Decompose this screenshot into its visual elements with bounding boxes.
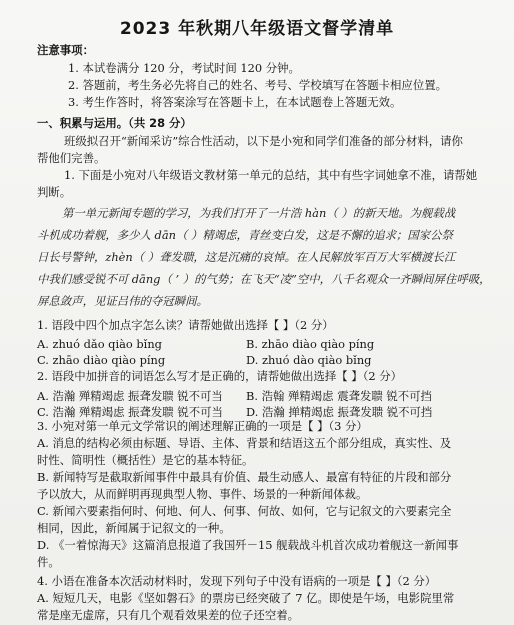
passage-line-1: 第一单元新闻专题的学习，为我们打开了一片浩 hàn（ ）的新天地。为舰载战	[62, 206, 456, 220]
q3-line-5: C. 新闻六要素指何时、何地、何人、何事、何故、如何，它与记叙文的六要素完全	[37, 504, 452, 518]
note-1: 1. 本试卷满分 120 分，考试时间 120 分钟。	[68, 61, 300, 75]
q2-option-a: A. 浩瀚 殚精竭虑 振聋发聩 锐不可当	[37, 389, 223, 403]
passage-line-4: 中我们感受锐不可 dāng（ ’ ）的气势；在飞天“凌”空中，八千名观众一齐瞬间屏住呼吸，	[37, 272, 491, 286]
note-3: 3. 考生作答时，将答案涂写在答题卡上，在本试题卷上答题无效。	[68, 95, 402, 109]
q3-line-8: 件。	[37, 555, 60, 569]
intro-line-2: 帮他们完善。	[37, 151, 106, 165]
passage-line-5: 屏息敛声，见证吕伟的夺冠瞬间。	[37, 294, 208, 308]
q4-line-1: A. 短短几天，电影《坚如磐石》的票房已经突破了 7 亿。即使是午场，电影院里常	[37, 591, 455, 605]
q1-stem: 1. 语段中四个加点字怎么读？请帮她做出选择【 】（2 分）	[37, 318, 334, 332]
q1-option-d: D. zhuó dào qiào bǐng	[246, 353, 372, 367]
notes-heading: 注意事项：	[37, 43, 94, 57]
q1-option-a: A. zhuó dǎo qiào bǐng	[37, 337, 162, 351]
q2-option-c: C. 浩瀚 殚精竭虑 振聋发聩 锐不可当	[37, 405, 223, 419]
q4-line-2: 常是座无虚席，只有几个观看效果差的位子还空着。	[37, 608, 299, 622]
q3-line-4: 予以放大，从而鲜明再现典型人物、事件、场景的一种新闻体裁。	[37, 487, 368, 501]
q2-option-b: B. 浩翰 殚精竭虑 震聋发聩 锐不可挡	[246, 389, 432, 403]
q3-line-7: D. 《一着惊海天》这篇消息报道了我国歼－15 舰载战斗机首次成功着舰这一新闻事	[37, 538, 459, 552]
question1-intro-2: 判断。	[37, 185, 72, 199]
q2-option-d: D. 浩瀚 掸精竭虑 振聋发聩 锐不可挡	[246, 405, 433, 419]
q1-option-b: B. zhāo diào qiào píng	[246, 337, 375, 351]
question1-intro-1: 1. 下面是小宛对八年级语文教材第一单元的总结，其中有些字词她拿不准，请帮她	[64, 168, 478, 182]
q2-stem: 2. 语段中加拼音的词语怎么写才是正确的，请帮她做出选择【 】（2 分）	[37, 369, 402, 383]
note-2: 2. 答题前，考生务必先将自己的姓名、考号、学校填写在答题卡相应位置。	[68, 78, 447, 92]
q4-stem: 4. 小语在准备本次活动材料时，发现下列句子中没有语病的一项是【 】（2 分）	[37, 574, 437, 588]
section-heading: 一、积累与运用。（共 28 分）	[37, 116, 192, 130]
q3-line-6: 相同，因此，新闻属于记叙文的一种。	[37, 521, 231, 535]
q3-line-2: 时性、简明性（概括性）是它的基本特征。	[37, 453, 254, 467]
q3-line-1: A. 消息的结构必须由标题、导语、主体、背景和结语这五个部分组成，真实性、及	[37, 436, 452, 450]
q1-option-c: C. zhāo diào qiào píng	[37, 353, 166, 367]
q3-stem: 3. 小宛对第一单元文学常识的阐述理解正确的一项是【 】（3 分）	[37, 419, 368, 433]
passage-line-2: 斗机成功着舰，多少人 dān（ ）精竭虑，青丝变白发，这是不懈的追求；国家公祭	[37, 228, 453, 242]
passage-line-3: 日长号警钟，zhèn（ ）聋发聩，这是沉痛的哀悼。在人民解放军百万大军横渡长江	[37, 250, 456, 264]
page-title: 2023 年秋期八年级语文督学清单	[119, 19, 395, 39]
q3-line-3: B. 新闻特写是截取新闻事件中最具有价值、最生动感人、最富有特征的片段和部分	[37, 470, 452, 484]
intro-line-1: 班级拟召开“新闻采访”综合性活动，以下是小宛和同学们准备的部分材料，请你	[64, 134, 463, 148]
